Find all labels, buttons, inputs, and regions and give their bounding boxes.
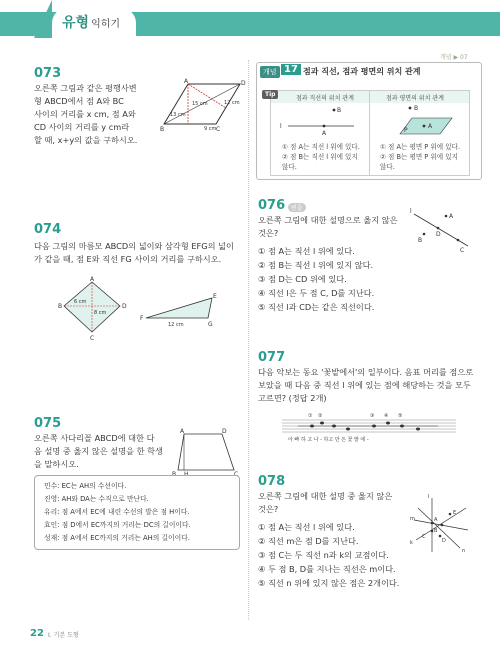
label-B: B — [337, 107, 342, 114]
parallelogram-figure — [160, 78, 246, 132]
label-A: A — [184, 78, 189, 85]
four-lines-figure — [408, 494, 472, 556]
label-B: B — [434, 528, 438, 534]
section-title: 유형 익히기 — [62, 15, 121, 31]
conditions-list — [44, 480, 234, 545]
label-A: A — [90, 276, 95, 283]
option-item[interactable]: ⑤ 직선 l과 CD는 같은 직선이다. — [258, 302, 375, 312]
label-D: D — [122, 303, 127, 310]
problem-078-text: 오른쪽 그림에 대한 설명 중 옳지 않은 것은? — [258, 491, 393, 514]
label-15cm: 15 cm — [192, 101, 208, 107]
label-F: F — [140, 315, 144, 322]
label-l: l — [410, 208, 412, 215]
label-m: m — [410, 516, 415, 522]
footer-section: Ⅰ. 기본 도형 — [48, 632, 79, 639]
condition-item: 민수: EC는 AH의 수선이다. — [44, 482, 127, 490]
rhombus-triangle-figure — [60, 278, 240, 342]
label-9cm: 9 cm — [204, 126, 217, 132]
label-A: A — [428, 123, 433, 130]
label-A: A — [449, 213, 454, 220]
condition-item: 성재: 점 A에서 EC까지의 거리는 AH의 길이이다. — [44, 534, 190, 542]
condition-item: 진영: AH와 DA는 수직으로 만난다. — [44, 495, 149, 503]
label-B: B — [160, 126, 165, 133]
label-k: k — [410, 540, 413, 546]
label-B: B — [58, 303, 63, 310]
option-item[interactable]: ③ 점 C는 두 직선 n과 k의 교점이다. — [258, 550, 389, 560]
problem-075-text: 오른쪽 사다리꼴 ABCD에 대한 다 음 설명 중 옳지 않은 설명을 한 학생 을 말하시오. — [34, 433, 163, 469]
trapezoid-figure — [172, 426, 240, 476]
label-D: D — [436, 231, 441, 238]
music-staff-figure — [278, 410, 458, 444]
concept-title: 점과 직선, 점과 평면의 위치 관계 — [303, 67, 421, 76]
concept-divider — [369, 91, 370, 175]
mark-2: ② — [318, 413, 323, 419]
problem-073-text: 오른쪽 그림과 같은 평행사변 형 ABCD에서 점 A와 BC 사이의 거리를 x cm, 점 A와 CD 사이의 거리를 y cm라 할 때, x+y의 값을 구하시오. — [34, 83, 138, 145]
problem-078-options — [258, 520, 408, 590]
concept-col1-text: ① 점 A는 직선 l 위에 있다. ② 점 B는 직선 l 위에 있지 않다. — [282, 143, 360, 171]
option-item[interactable]: ① 점 A는 직선 l 위에 있다. — [258, 246, 355, 256]
option-item[interactable]: ① 점 A는 직선 l 위에 있다. — [258, 522, 355, 532]
concept-label: 개념 — [260, 66, 280, 78]
option-item[interactable]: ② 직선 m은 점 D를 지난다. — [258, 536, 359, 546]
label-B: B — [418, 237, 423, 244]
page-number: 22 — [30, 628, 44, 639]
label-H: H — [184, 471, 189, 478]
label-13cm: 13 cm — [170, 112, 186, 118]
tip-badge: Tip — [262, 90, 278, 99]
label-A: A — [322, 130, 327, 137]
label-C: C — [422, 534, 426, 540]
page-tag: 개념 ▶ 07 — [440, 54, 468, 61]
problem-number-075: 075 — [34, 416, 62, 431]
column-divider — [248, 60, 249, 620]
option-item[interactable]: ④ 직선 l은 두 점 C, D를 지난다. — [258, 288, 375, 298]
problem-076-options — [258, 244, 458, 314]
label-D: D — [442, 538, 446, 544]
label-n: n — [462, 548, 466, 554]
condition-item: 유리: 점 A에서 EC에 내린 수선의 발은 점 H이다. — [44, 508, 190, 516]
problem-number-073: 073 — [34, 66, 62, 81]
label-8cm: 8 cm — [94, 310, 107, 316]
label-E: E — [453, 510, 457, 516]
label-12cm: 12 cm — [224, 100, 240, 106]
problem-number-074: 074 — [34, 222, 62, 237]
label-D: D — [222, 428, 227, 435]
concept-col2-text: ① 점 A는 평면 P 위에 있다. ② 점 B는 평면 P 위에 있지 않다. — [380, 143, 461, 171]
point-line-figure — [280, 104, 360, 138]
label-E: E — [213, 293, 217, 300]
label-C: C — [460, 247, 465, 254]
concept-number: 17 — [281, 64, 301, 75]
label-C: C — [90, 335, 95, 342]
label-C: C — [234, 471, 239, 478]
label-l: l — [280, 123, 282, 130]
mark-1: ① — [308, 413, 313, 419]
label-B: B — [414, 105, 419, 112]
label-C: C — [216, 126, 221, 133]
label-D: D — [241, 80, 246, 87]
option-item[interactable]: ④ 두 점 B, D를 지나는 직선은 m이다. — [258, 564, 396, 574]
mark-4: ④ — [384, 413, 389, 419]
problem-number-076: 076 — [258, 198, 286, 213]
label-A: A — [180, 428, 185, 435]
concept-col1-head: 점과 직선의 위치 관계 — [296, 95, 354, 102]
label-12cm: 12 cm — [168, 322, 184, 328]
label-6cm: 6 cm — [74, 299, 87, 305]
condition-item: 효인: 점 D에서 EC까지의 거리는 DC의 길이이다. — [44, 521, 191, 529]
frequent-badge: 빈출 — [288, 203, 306, 212]
problem-number-078: 078 — [258, 474, 286, 489]
lyrics: 아 빠 하 고 나 - 하고 만 든 꽃 밭 에 - — [288, 437, 369, 443]
option-item[interactable]: ⑤ 직선 n 위에 있지 않은 점은 2개이다. — [258, 578, 400, 588]
point-plane-figure — [380, 104, 460, 138]
mark-5: ⑤ — [398, 413, 403, 419]
problem-076-text: 오른쪽 그림에 대한 설명으로 옳지 않은 것은? — [258, 215, 398, 238]
label-G: G — [208, 321, 213, 328]
label-l: l — [428, 494, 430, 500]
problem-077-text: 다음 악보는 동요 '꽃밭에서'의 일부이다. 음표 머리를 점으로 보았을 때 다음 중 직선 l 위에 있는 점에 해당하는 것을 모두 고르면? (정답 2개) — [258, 367, 474, 403]
option-item[interactable]: ② 점 B는 직선 l 위에 있지 않다. — [258, 260, 374, 270]
problem-074-text: 다음 그림의 마름모 ABCD의 넓이와 삼각형 EFG의 넓이 가 같을 때, 점 E와 직선 FG 사이의 거리를 구하시오. — [34, 241, 234, 264]
label-B: B — [172, 471, 177, 478]
problem-number-077: 077 — [258, 350, 286, 365]
mark-3: ③ — [370, 413, 375, 419]
label-P: P — [404, 127, 408, 134]
label-A: A — [434, 517, 438, 523]
option-item[interactable]: ③ 점 D는 CD 위에 있다. — [258, 274, 347, 284]
header-corner — [34, 0, 52, 38]
concept-col2-head: 점과 평면의 위치 관계 — [386, 95, 444, 102]
